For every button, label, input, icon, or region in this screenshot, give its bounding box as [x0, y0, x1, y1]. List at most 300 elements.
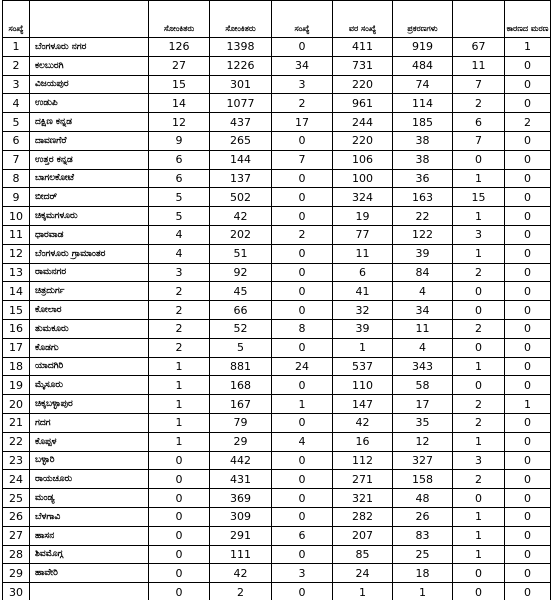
- district-name-cell: ಕಲಬುರಗಿ: [30, 56, 149, 75]
- value-cell: 6: [149, 150, 210, 169]
- district-name-cell: ಉಡುಪಿ: [30, 94, 149, 113]
- value-cell: 271: [333, 470, 393, 489]
- value-cell: 2: [272, 94, 333, 113]
- value-cell: 220: [333, 75, 393, 94]
- value-cell: 0: [453, 338, 505, 357]
- value-cell: 111: [210, 545, 272, 564]
- value-cell: 3: [272, 75, 333, 94]
- value-cell: 126: [149, 38, 210, 57]
- value-cell: 147: [333, 395, 393, 414]
- value-cell: 1: [453, 357, 505, 376]
- district-name-cell: ಬಾಗಲಕೋಟೆ: [30, 169, 149, 188]
- serial-number-cell: 12: [3, 244, 30, 263]
- value-cell: 0: [272, 451, 333, 470]
- value-cell: 0: [149, 564, 210, 583]
- value-cell: 48: [393, 489, 453, 508]
- header-cell: ಸಂಖ್ಯೆ: [3, 1, 30, 38]
- table-row: [3, 357, 551, 376]
- header-cell: ವರ ಸಂಖ್ಯೆ: [333, 1, 393, 38]
- district-name-cell: ಯಾದಗಿರಿ: [30, 357, 149, 376]
- value-cell: 0: [149, 507, 210, 526]
- table-row: [3, 56, 551, 75]
- serial-number-cell: 4: [3, 94, 30, 113]
- value-cell: 1: [453, 526, 505, 545]
- table-body: [3, 38, 551, 600]
- serial-number-cell: 29: [3, 564, 30, 583]
- value-cell: 18: [393, 564, 453, 583]
- value-cell: 291: [210, 526, 272, 545]
- value-cell: 36: [393, 169, 453, 188]
- value-cell: 0: [453, 301, 505, 320]
- value-cell: 2: [149, 282, 210, 301]
- district-name-cell: ಕೊಪ್ಪಳ: [30, 432, 149, 451]
- district-name-cell: ರಾಮನಗರ: [30, 263, 149, 282]
- value-cell: 5: [149, 207, 210, 226]
- value-cell: 0: [272, 188, 333, 207]
- table-row: [3, 225, 551, 244]
- value-cell: 110: [333, 376, 393, 395]
- value-cell: 502: [210, 188, 272, 207]
- value-cell: 185: [393, 113, 453, 132]
- value-cell: 321: [333, 489, 393, 508]
- value-cell: 2: [453, 470, 505, 489]
- value-cell: 0: [453, 282, 505, 301]
- value-cell: 881: [210, 357, 272, 376]
- serial-number-cell: 19: [3, 376, 30, 395]
- table-row: [3, 188, 551, 207]
- value-cell: 0: [272, 301, 333, 320]
- table-row: [3, 38, 551, 57]
- value-cell: 17: [393, 395, 453, 414]
- value-cell: 106: [333, 150, 393, 169]
- value-cell: 0: [505, 338, 551, 357]
- value-cell: 0: [149, 489, 210, 508]
- value-cell: 1: [149, 376, 210, 395]
- value-cell: 85: [333, 545, 393, 564]
- value-cell: 0: [505, 319, 551, 338]
- value-cell: 369: [210, 489, 272, 508]
- value-cell: 5: [149, 188, 210, 207]
- value-cell: 0: [453, 489, 505, 508]
- table-row: [3, 169, 551, 188]
- value-cell: 25: [393, 545, 453, 564]
- serial-number-cell: 25: [3, 489, 30, 508]
- serial-number-cell: 22: [3, 432, 30, 451]
- district-name-cell: ಚಿಕ್ಕಮಗಳೂರು: [30, 207, 149, 226]
- value-cell: 6: [453, 113, 505, 132]
- value-cell: 1: [453, 169, 505, 188]
- value-cell: 0: [505, 301, 551, 320]
- value-cell: 168: [210, 376, 272, 395]
- header-cell: ಸಂಖ್ಯೆ: [272, 1, 333, 38]
- value-cell: 1: [333, 583, 393, 600]
- serial-number-cell: 27: [3, 526, 30, 545]
- value-cell: 282: [333, 507, 393, 526]
- value-cell: 4: [393, 282, 453, 301]
- value-cell: 0: [272, 282, 333, 301]
- value-cell: 0: [505, 432, 551, 451]
- value-cell: 1: [505, 38, 551, 57]
- district-name-cell: ತುಮಕೂರು: [30, 319, 149, 338]
- value-cell: 324: [333, 188, 393, 207]
- district-name-cell: ಉತ್ತರ ಕನ್ನಡ: [30, 150, 149, 169]
- value-cell: 0: [272, 263, 333, 282]
- value-cell: 0: [505, 526, 551, 545]
- value-cell: 8: [272, 319, 333, 338]
- value-cell: 1: [453, 244, 505, 263]
- value-cell: 29: [210, 432, 272, 451]
- header-cell: ಸೋಂಕಿತರು: [149, 1, 210, 38]
- value-cell: 2: [453, 94, 505, 113]
- serial-number-cell: 11: [3, 225, 30, 244]
- value-cell: 327: [393, 451, 453, 470]
- district-name-cell: ಗದಗ: [30, 413, 149, 432]
- serial-number-cell: 8: [3, 169, 30, 188]
- value-cell: 7: [453, 131, 505, 150]
- serial-number-cell: 10: [3, 207, 30, 226]
- value-cell: 1: [393, 583, 453, 600]
- value-cell: 66: [210, 301, 272, 320]
- value-cell: 1: [149, 395, 210, 414]
- value-cell: 100: [333, 169, 393, 188]
- district-name-cell: ದಾವಣಗೆರೆ: [30, 131, 149, 150]
- serial-number-cell: 23: [3, 451, 30, 470]
- value-cell: 0: [272, 413, 333, 432]
- value-cell: 309: [210, 507, 272, 526]
- district-name-cell: ಬಳ್ಳಾರಿ: [30, 451, 149, 470]
- district-name-cell: ಕೊಡಗು: [30, 338, 149, 357]
- value-cell: 3: [453, 451, 505, 470]
- table-row: [3, 338, 551, 357]
- value-cell: 0: [272, 169, 333, 188]
- header-cell: [30, 1, 149, 38]
- value-cell: 2: [453, 319, 505, 338]
- table-row: [3, 282, 551, 301]
- serial-number-cell: 21: [3, 413, 30, 432]
- value-cell: 0: [272, 338, 333, 357]
- value-cell: 1: [453, 207, 505, 226]
- table-row: [3, 545, 551, 564]
- value-cell: 0: [505, 75, 551, 94]
- value-cell: 442: [210, 451, 272, 470]
- district-name-cell: ಬೆಂಗಳೂರು ಗ್ರಾಮಾಂತರ: [30, 244, 149, 263]
- value-cell: 15: [149, 75, 210, 94]
- value-cell: 77: [333, 225, 393, 244]
- value-cell: 1: [149, 357, 210, 376]
- value-cell: 2: [149, 338, 210, 357]
- table-row: [3, 113, 551, 132]
- header-cell: ಕಾರಣದ ಮರಣ: [505, 1, 551, 38]
- value-cell: 0: [272, 489, 333, 508]
- value-cell: 0: [272, 207, 333, 226]
- value-cell: 220: [333, 131, 393, 150]
- table-row: [3, 301, 551, 320]
- value-cell: 0: [505, 207, 551, 226]
- value-cell: 2: [210, 583, 272, 600]
- table-row: [3, 131, 551, 150]
- value-cell: 0: [272, 131, 333, 150]
- value-cell: 537: [333, 357, 393, 376]
- value-cell: 0: [453, 150, 505, 169]
- serial-number-cell: 14: [3, 282, 30, 301]
- page-margin: [551, 0, 560, 600]
- table-row: [3, 564, 551, 583]
- table-row: [3, 94, 551, 113]
- value-cell: 51: [210, 244, 272, 263]
- value-cell: 0: [149, 583, 210, 600]
- value-cell: 484: [393, 56, 453, 75]
- value-cell: 0: [453, 583, 505, 600]
- value-cell: 0: [272, 583, 333, 600]
- table-row: [3, 376, 551, 395]
- header-row: [3, 1, 551, 38]
- district-name-cell: ಹಾಸನ: [30, 526, 149, 545]
- table-row: [3, 244, 551, 263]
- value-cell: 1: [149, 413, 210, 432]
- table-row: [3, 207, 551, 226]
- value-cell: 35: [393, 413, 453, 432]
- value-cell: 919: [393, 38, 453, 57]
- value-cell: 2: [453, 413, 505, 432]
- value-cell: 2: [453, 395, 505, 414]
- value-cell: 1: [272, 395, 333, 414]
- value-cell: 3: [149, 263, 210, 282]
- value-cell: 0: [149, 526, 210, 545]
- value-cell: 0: [272, 470, 333, 489]
- value-cell: 1: [453, 545, 505, 564]
- value-cell: 3: [453, 225, 505, 244]
- value-cell: 207: [333, 526, 393, 545]
- value-cell: 19: [333, 207, 393, 226]
- value-cell: 38: [393, 150, 453, 169]
- table-row: [3, 413, 551, 432]
- value-cell: 79: [210, 413, 272, 432]
- value-cell: 15: [453, 188, 505, 207]
- serial-number-cell: 1: [3, 38, 30, 57]
- value-cell: 0: [505, 169, 551, 188]
- value-cell: 2: [272, 225, 333, 244]
- serial-number-cell: 7: [3, 150, 30, 169]
- value-cell: 265: [210, 131, 272, 150]
- value-cell: 0: [272, 376, 333, 395]
- district-name-cell: ಮೈಸೂರು: [30, 376, 149, 395]
- value-cell: 0: [505, 56, 551, 75]
- value-cell: 0: [505, 263, 551, 282]
- value-cell: 6: [333, 263, 393, 282]
- value-cell: 163: [393, 188, 453, 207]
- value-cell: 1226: [210, 56, 272, 75]
- serial-number-cell: 5: [3, 113, 30, 132]
- value-cell: 202: [210, 225, 272, 244]
- value-cell: 27: [149, 56, 210, 75]
- value-cell: 1398: [210, 38, 272, 57]
- table-row: [3, 432, 551, 451]
- table-row: [3, 470, 551, 489]
- table-row: [3, 263, 551, 282]
- value-cell: 144: [210, 150, 272, 169]
- district-name-cell: ದಕ್ಷಿಣ ಕನ್ನಡ: [30, 113, 149, 132]
- header-cell: ಸೋಂಕಿತರು: [210, 1, 272, 38]
- value-cell: 244: [333, 113, 393, 132]
- value-cell: 0: [505, 282, 551, 301]
- value-cell: 0: [505, 507, 551, 526]
- value-cell: 16: [333, 432, 393, 451]
- value-cell: 38: [393, 131, 453, 150]
- value-cell: 7: [453, 75, 505, 94]
- value-cell: 0: [505, 545, 551, 564]
- value-cell: 167: [210, 395, 272, 414]
- value-cell: 0: [505, 413, 551, 432]
- value-cell: 5: [210, 338, 272, 357]
- serial-number-cell: 15: [3, 301, 30, 320]
- value-cell: 3: [272, 564, 333, 583]
- serial-number-cell: 9: [3, 188, 30, 207]
- serial-number-cell: 28: [3, 545, 30, 564]
- table-row: [3, 526, 551, 545]
- value-cell: 0: [453, 376, 505, 395]
- value-cell: 2: [453, 263, 505, 282]
- serial-number-cell: 20: [3, 395, 30, 414]
- header-cell: ಪ್ರಕರಣಗಳು: [393, 1, 453, 38]
- table-row: [3, 507, 551, 526]
- value-cell: 12: [149, 113, 210, 132]
- value-cell: 58: [393, 376, 453, 395]
- value-cell: 4: [149, 225, 210, 244]
- value-cell: 137: [210, 169, 272, 188]
- value-cell: 1077: [210, 94, 272, 113]
- value-cell: 74: [393, 75, 453, 94]
- table-row: [3, 583, 551, 600]
- district-name-cell: ಶಿವಮೊಗ್ಗ: [30, 545, 149, 564]
- table-row: [3, 451, 551, 470]
- value-cell: 0: [149, 545, 210, 564]
- value-cell: 24: [272, 357, 333, 376]
- value-cell: 11: [453, 56, 505, 75]
- value-cell: 158: [393, 470, 453, 489]
- value-cell: 2: [149, 319, 210, 338]
- serial-number-cell: 18: [3, 357, 30, 376]
- serial-number-cell: 6: [3, 131, 30, 150]
- value-cell: 17: [272, 113, 333, 132]
- value-cell: 22: [393, 207, 453, 226]
- value-cell: 0: [505, 470, 551, 489]
- value-cell: 14: [149, 94, 210, 113]
- value-cell: 9: [149, 131, 210, 150]
- value-cell: 0: [505, 94, 551, 113]
- value-cell: 961: [333, 94, 393, 113]
- value-cell: 114: [393, 94, 453, 113]
- value-cell: 41: [333, 282, 393, 301]
- district-name-cell: ಬೆಂಗಳೂರು ನಗರ: [30, 38, 149, 57]
- header-cell: [453, 1, 505, 38]
- serial-number-cell: 17: [3, 338, 30, 357]
- value-cell: 32: [333, 301, 393, 320]
- value-cell: 92: [210, 263, 272, 282]
- district-name-cell: ರಾಯಚೂರು: [30, 470, 149, 489]
- value-cell: 26: [393, 507, 453, 526]
- district-name-cell: ಧಾರವಾಡ: [30, 225, 149, 244]
- value-cell: 6: [149, 169, 210, 188]
- value-cell: 42: [210, 207, 272, 226]
- value-cell: 11: [393, 319, 453, 338]
- value-cell: 6: [272, 526, 333, 545]
- table-row: [3, 395, 551, 414]
- value-cell: 0: [505, 131, 551, 150]
- value-cell: 0: [505, 451, 551, 470]
- value-cell: 24: [333, 564, 393, 583]
- serial-number-cell: 26: [3, 507, 30, 526]
- serial-number-cell: 16: [3, 319, 30, 338]
- value-cell: 0: [505, 376, 551, 395]
- value-cell: 52: [210, 319, 272, 338]
- serial-number-cell: 24: [3, 470, 30, 489]
- value-cell: 0: [505, 583, 551, 600]
- value-cell: 0: [505, 489, 551, 508]
- district-name-cell: ಮಂಡ್ಯ: [30, 489, 149, 508]
- value-cell: 11: [333, 244, 393, 263]
- value-cell: 4: [393, 338, 453, 357]
- district-name-cell: ಚಿತ್ರದುರ್ಗ: [30, 282, 149, 301]
- value-cell: 0: [149, 470, 210, 489]
- value-cell: 112: [333, 451, 393, 470]
- serial-number-cell: 2: [3, 56, 30, 75]
- value-cell: 0: [453, 564, 505, 583]
- value-cell: 0: [272, 545, 333, 564]
- value-cell: 39: [333, 319, 393, 338]
- value-cell: 12: [393, 432, 453, 451]
- value-cell: 34: [272, 56, 333, 75]
- value-cell: 0: [505, 564, 551, 583]
- value-cell: 1: [505, 395, 551, 414]
- district-name-cell: [30, 583, 149, 600]
- table-row: [3, 489, 551, 508]
- value-cell: 0: [505, 357, 551, 376]
- value-cell: 42: [210, 564, 272, 583]
- value-cell: 431: [210, 470, 272, 489]
- value-cell: 0: [272, 507, 333, 526]
- value-cell: 343: [393, 357, 453, 376]
- value-cell: 0: [505, 225, 551, 244]
- value-cell: 731: [333, 56, 393, 75]
- value-cell: 2: [505, 113, 551, 132]
- district-name-cell: ಬೀದರ್: [30, 188, 149, 207]
- value-cell: 1: [333, 338, 393, 357]
- value-cell: 437: [210, 113, 272, 132]
- value-cell: 4: [149, 244, 210, 263]
- value-cell: 45: [210, 282, 272, 301]
- value-cell: 42: [333, 413, 393, 432]
- value-cell: 0: [505, 244, 551, 263]
- value-cell: 0: [272, 244, 333, 263]
- table-row: [3, 75, 551, 94]
- value-cell: 67: [453, 38, 505, 57]
- value-cell: 39: [393, 244, 453, 263]
- value-cell: 84: [393, 263, 453, 282]
- value-cell: 0: [505, 150, 551, 169]
- value-cell: 0: [505, 188, 551, 207]
- value-cell: 1: [149, 432, 210, 451]
- district-name-cell: ಚಿಕ್ಕಬಳ್ಳಾಪುರ: [30, 395, 149, 414]
- district-name-cell: ಕೋಲಾರ: [30, 301, 149, 320]
- value-cell: 4: [272, 432, 333, 451]
- serial-number-cell: 3: [3, 75, 30, 94]
- district-table: [2, 0, 551, 600]
- value-cell: 1: [453, 432, 505, 451]
- value-cell: 7: [272, 150, 333, 169]
- value-cell: 34: [393, 301, 453, 320]
- value-cell: 122: [393, 225, 453, 244]
- serial-number-cell: 30: [3, 583, 30, 600]
